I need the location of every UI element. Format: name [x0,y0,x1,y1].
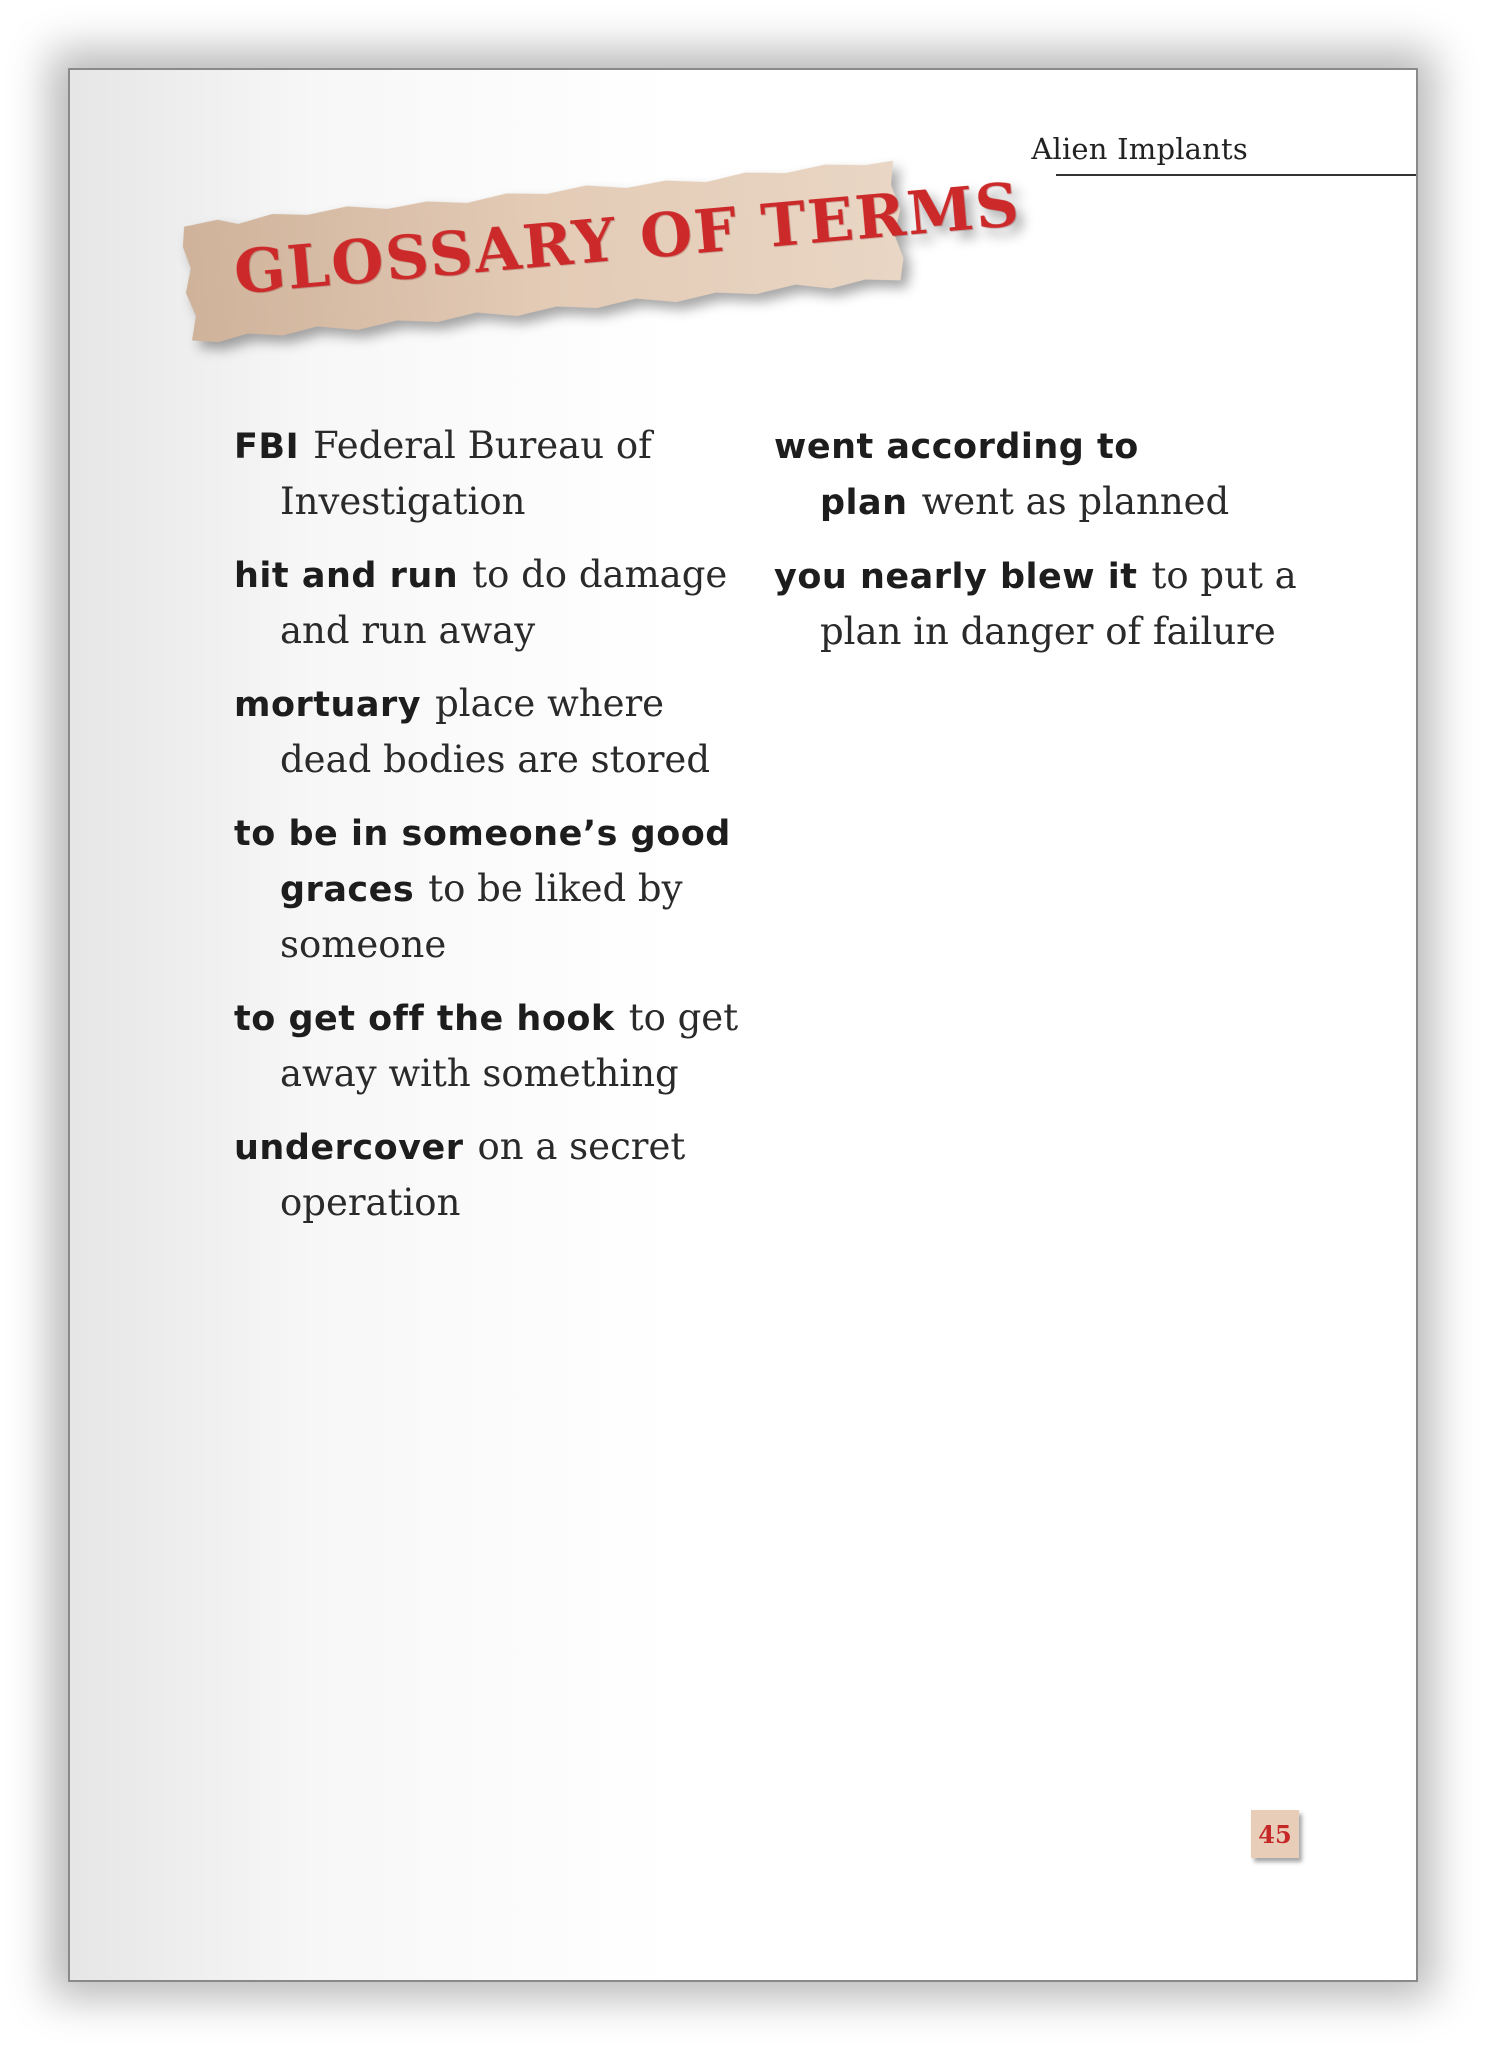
glossary-title: GLOSSARY OF TERMS [231,169,1024,309]
glossary-term: to be in someone’s good graces [234,814,731,910]
glossary-term: undercover [234,1128,464,1168]
glossary-entry [774,418,1334,530]
page-number-badge [1251,1810,1299,1858]
glossary-banner [177,154,1024,349]
glossary-entry [234,676,764,787]
glossary-entry [234,990,764,1101]
glossary-entry [774,548,1334,659]
glossary-definition: place where dead bodies are stored [280,682,711,781]
glossary-term: FBI [234,427,300,467]
glossary-definition: to be liked by someone [280,867,683,966]
glossary-definition: went as planned [921,480,1230,523]
running-head: Alien Implants [1031,132,1248,166]
header-rule [1056,174,1416,176]
glossary-entry [234,1119,764,1230]
glossary-definition: to put a plan in danger of failure [820,554,1297,653]
glossary-definition: to get away with something [280,996,739,1095]
glossary-entry [234,547,764,658]
glossary-term: mortuary [234,685,422,725]
glossary-right-column [774,418,1334,677]
glossary-entry [234,805,764,972]
page-number: 45 [1258,1819,1292,1849]
glossary-term: to get off the hook [234,999,615,1039]
glossary-term: hit and run [234,556,459,596]
glossary-term: went according to plan [774,427,1139,523]
book-page [68,68,1418,1982]
glossary-definition: to do damage and run away [280,553,728,652]
glossary-term: you nearly blew it [774,557,1138,597]
glossary-definition: on a secret operation [280,1125,686,1224]
glossary-definition: Federal Bureau of Investigation [280,424,652,523]
glossary-left-column [234,418,764,1248]
glossary-entry [234,418,764,529]
